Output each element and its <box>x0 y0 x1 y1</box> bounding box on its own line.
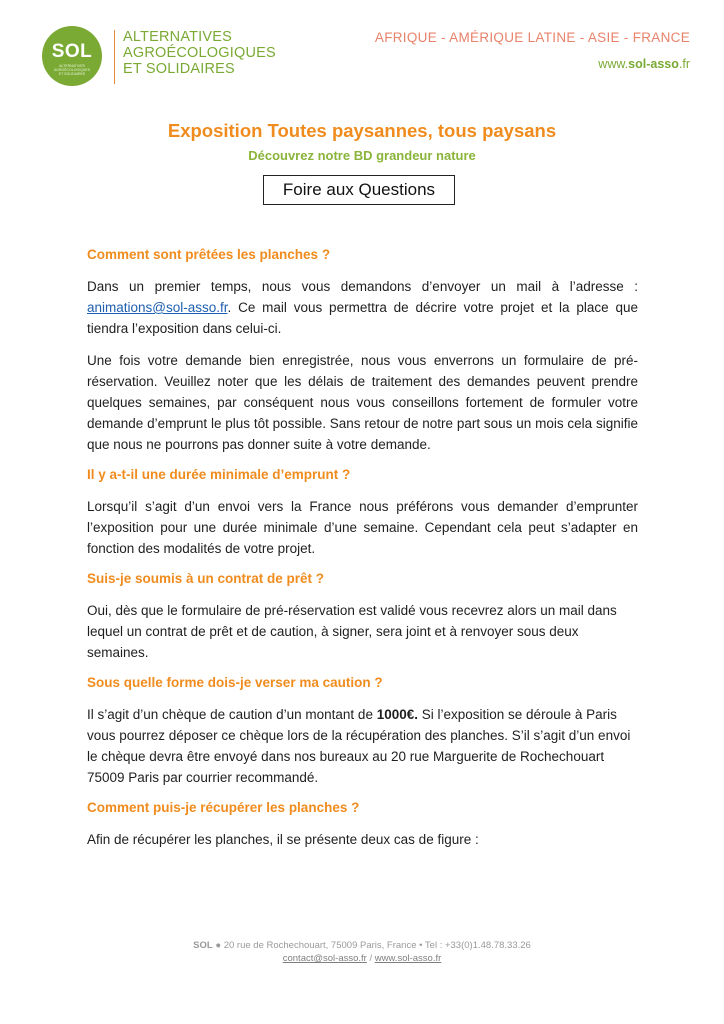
question-heading: Sous quelle forme dois-je verser ma caution ? <box>87 675 383 690</box>
site-suffix: .fr <box>678 57 690 71</box>
org-name-line: AGROÉCOLOGIQUES <box>123 45 276 61</box>
answer-text: Si l’exposition se déroule à Paris vous pourrez déposer ce chèque lors de la récupération des planches. S’il s’agit d’un envoi le chèque devra être envoyé dans nos bureaux au 20 rue Marguerite de Rochechouart 75009 Paris par courrier recommandé. <box>87 707 631 785</box>
footer-separator: / <box>366 953 375 964</box>
question-heading: Comment puis-je récupérer les planches ? <box>87 800 360 815</box>
site-prefix: www. <box>598 57 629 71</box>
org-name-line: ALTERNATIVES <box>123 29 233 45</box>
answer-paragraph: Afin de récupérer les planches, il se présente deux cas de figure : <box>87 832 479 847</box>
question-heading: Suis-je soumis à un contrat de prêt ? <box>87 571 325 586</box>
answer-paragraph <box>87 276 638 339</box>
answer-text: . Ce mail vous permettra de décrire votre projet et la place que tiendra l’exposition dans celui-ci. <box>87 300 638 336</box>
footer-email-link[interactable]: contact@sol-asso.fr <box>282 953 367 964</box>
header-website-link[interactable] <box>598 57 690 71</box>
footer-links <box>0 953 724 964</box>
site-bold: sol-asso <box>628 57 679 71</box>
answer-paragraph: Une fois votre demande bien enregistrée, nous vous enverrons un formulaire de pré-réservation. Veuillez noter que les délais de traitement des demandes peuvent prendre quelques semaines, par conséquent nous vous conseillons fortement de formuler votre demande d’emprunt le plus tôt possible. Sans retour de notre part sous un mois cela signifie que nous ne pourrons pas donner suite à votre demande. <box>87 353 638 452</box>
email-link[interactable]: animations@sol-asso.fr <box>87 300 228 315</box>
faq-heading: Foire aux Questions <box>282 180 436 199</box>
footer-website-link[interactable]: www.sol-asso.fr <box>374 953 442 964</box>
answer-paragraph: Oui, dès que le formulaire de pré-réservation est validé vous recevrez alors un mail dans lequel un contrat de prêt et de caution, à signer, sera joint et à renvoyer sous deux semaines. <box>87 603 617 660</box>
sol-logo <box>42 26 276 86</box>
logo-word: SOL <box>51 41 93 62</box>
answer-text: Dans un premier temps, nous vous demandons d’envoyer un mail à l’adresse : <box>87 279 638 294</box>
answer-paragraph <box>87 704 638 788</box>
answer-text: Il s’agit d’un chèque de caution d’un montant de <box>87 707 377 722</box>
faq-heading-box <box>263 175 455 205</box>
faq-content <box>87 246 638 850</box>
page-title: Exposition Toutes paysannes, tous paysans <box>167 120 557 141</box>
logo-divider <box>114 30 115 84</box>
footer-org: SOL <box>193 940 213 951</box>
question-heading: Comment sont prêtées les planches ? <box>87 247 331 262</box>
page-subtitle: Découvrez notre BD grandeur nature <box>248 148 476 163</box>
question-heading: Il y a-t-il une durée minimale d’emprunt ? <box>87 467 351 482</box>
logo-circle <box>42 26 102 86</box>
org-name <box>123 29 276 77</box>
logo-small-text: ALTERNATIVES AGROÉCOLOGIQUES ET SOLIDAIRES <box>53 64 91 76</box>
regions-tagline: AFRIQUE - AMÉRIQUE LATINE - ASIE - FRANCE <box>374 30 690 45</box>
org-name-line: ET SOLIDAIRES <box>123 61 235 77</box>
answer-paragraph: Lorsqu’il s’agit d’un envoi vers la France nous préférons vous demander d’emprunter l’exposition pour une durée minimale d’une semaine. Cependant cela peut s’adapter en fonction des modalités de votre projet. <box>87 499 638 556</box>
footer-address <box>0 940 724 951</box>
caution-amount: 1000€. <box>376 707 418 722</box>
footer-address-text: ● 20 rue de Rochechouart, 75009 Paris, France • Tel : +33(0)1.48.78.33.26 <box>212 940 531 951</box>
